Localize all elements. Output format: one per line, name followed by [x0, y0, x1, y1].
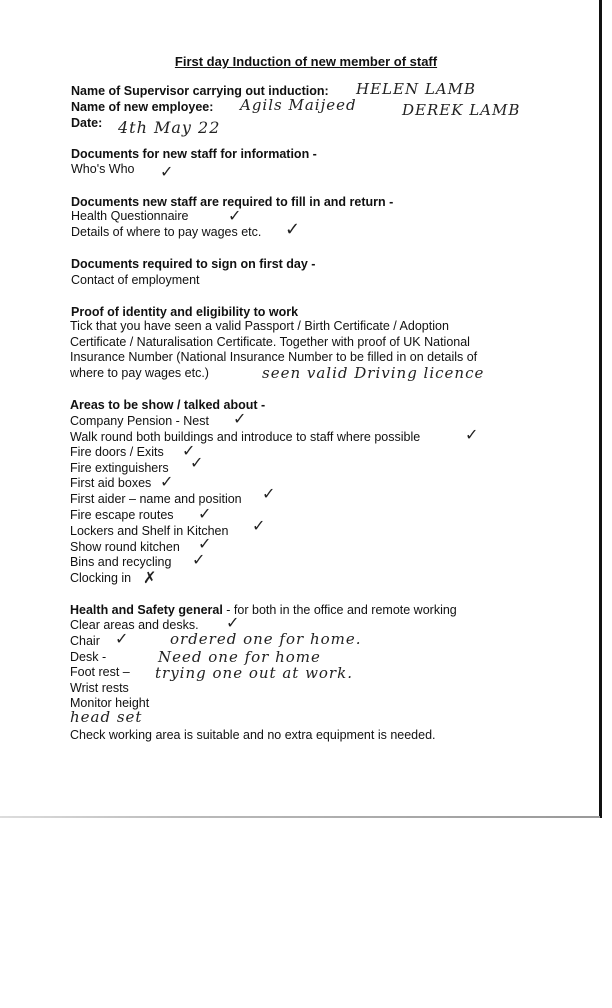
- hs-heading-line: [70, 603, 457, 618]
- areas-item: First aider – name and position: [70, 492, 242, 506]
- scan-edge-bottom: [0, 816, 600, 818]
- info-docs-heading: Documents for new staff for information -: [71, 147, 317, 161]
- hs-heading-suffix: - for both in the office and remote working: [222, 603, 457, 617]
- tick-mark: ✓: [285, 219, 301, 240]
- hs-item: Clear areas and desks.: [70, 618, 199, 632]
- desk-note: Need one for home: [158, 648, 321, 666]
- tick-mark: ✓: [198, 534, 212, 553]
- hs-heading: Health and Safety general: [70, 603, 223, 617]
- date-value: 4th May 22: [118, 118, 221, 137]
- tick-mark: ✓: [192, 550, 206, 569]
- return-docs-item: Health Questionnaire: [71, 209, 189, 223]
- hs-item: Desk -: [70, 650, 107, 664]
- footrest-note: trying one out at work.: [155, 664, 353, 682]
- tick-mark: ✓: [228, 206, 242, 225]
- identity-line: Insurance Number (National Insurance Number to be filled in on details of: [70, 350, 478, 364]
- return-docs-heading: Documents new staff are required to fill in and return -: [71, 195, 394, 209]
- employee-value-2: DEREK LAMB: [402, 101, 521, 119]
- areas-item: Walk round both buildings and introduce to staff where possible: [70, 430, 421, 444]
- areas-item: Bins and recycling: [70, 555, 172, 569]
- chair-note: ordered one for home.: [170, 630, 362, 648]
- tick-mark: ✓: [160, 472, 174, 491]
- tick-mark: ✓: [252, 516, 266, 535]
- cross-mark: ✗: [143, 568, 157, 587]
- areas-item: Company Pension - Nest: [70, 414, 209, 428]
- headset-note: head set: [70, 708, 143, 726]
- return-docs-item: Details of where to pay wages etc.: [71, 225, 262, 239]
- tick-mark: ✓: [262, 484, 276, 503]
- hs-item: Chair: [70, 634, 100, 648]
- tick-mark: ✓: [115, 629, 129, 648]
- areas-item: Clocking in: [70, 571, 132, 585]
- tick-mark: ✓: [226, 613, 240, 632]
- hs-item: Wrist rests: [70, 681, 129, 695]
- identity-line: Certificate / Naturalisation Certificate. Together with proof of UK National: [70, 334, 470, 349]
- areas-item: Fire doors / Exits: [70, 445, 164, 459]
- areas-heading: Areas to be show / talked about -: [70, 398, 266, 412]
- info-docs-item: Who's Who: [71, 162, 135, 176]
- tick-mark: ✓: [465, 425, 479, 444]
- employee-value-1: Agils Maijeed: [240, 96, 357, 114]
- identity-line: where to pay wages etc.): [70, 365, 209, 380]
- hs-item: Monitor height: [70, 696, 150, 710]
- areas-item: Lockers and Shelf in Kitchen: [70, 524, 229, 538]
- tick-mark: ✓: [160, 162, 174, 181]
- identity-line: Tick that you have seen a valid Passport / Birth Certificate / Adoption: [70, 319, 449, 333]
- identity-heading: Proof of identity and eligibility to work: [71, 305, 299, 319]
- areas-item: Fire extinguishers: [70, 461, 169, 475]
- hs-item: Foot rest –: [70, 665, 130, 679]
- tick-mark: ✓: [233, 409, 247, 428]
- tick-mark: ✓: [190, 453, 204, 472]
- scan-edge-right: [599, 0, 602, 818]
- identity-note: seen valid Driving licence: [262, 364, 485, 382]
- tick-mark: ✓: [198, 504, 212, 523]
- tick-mark: ✓: [182, 441, 196, 460]
- sign-docs-item: Contact of employment: [71, 273, 200, 287]
- areas-item: Fire escape routes: [70, 508, 174, 522]
- document-title: First day Induction of new member of staff: [174, 54, 438, 69]
- supervisor-label: Name of Supervisor carrying out induction:: [71, 84, 329, 98]
- date-label: Date:: [71, 116, 103, 130]
- hs-closing: Check working area is suitable and no extra equipment is needed.: [70, 728, 436, 742]
- areas-item: Show round kitchen: [70, 540, 180, 554]
- sign-docs-heading: Documents required to sign on first day -: [71, 257, 316, 271]
- areas-item: First aid boxes: [70, 476, 152, 490]
- employee-label: Name of new employee:: [71, 100, 214, 114]
- supervisor-value: HELEN LAMB: [356, 80, 477, 98]
